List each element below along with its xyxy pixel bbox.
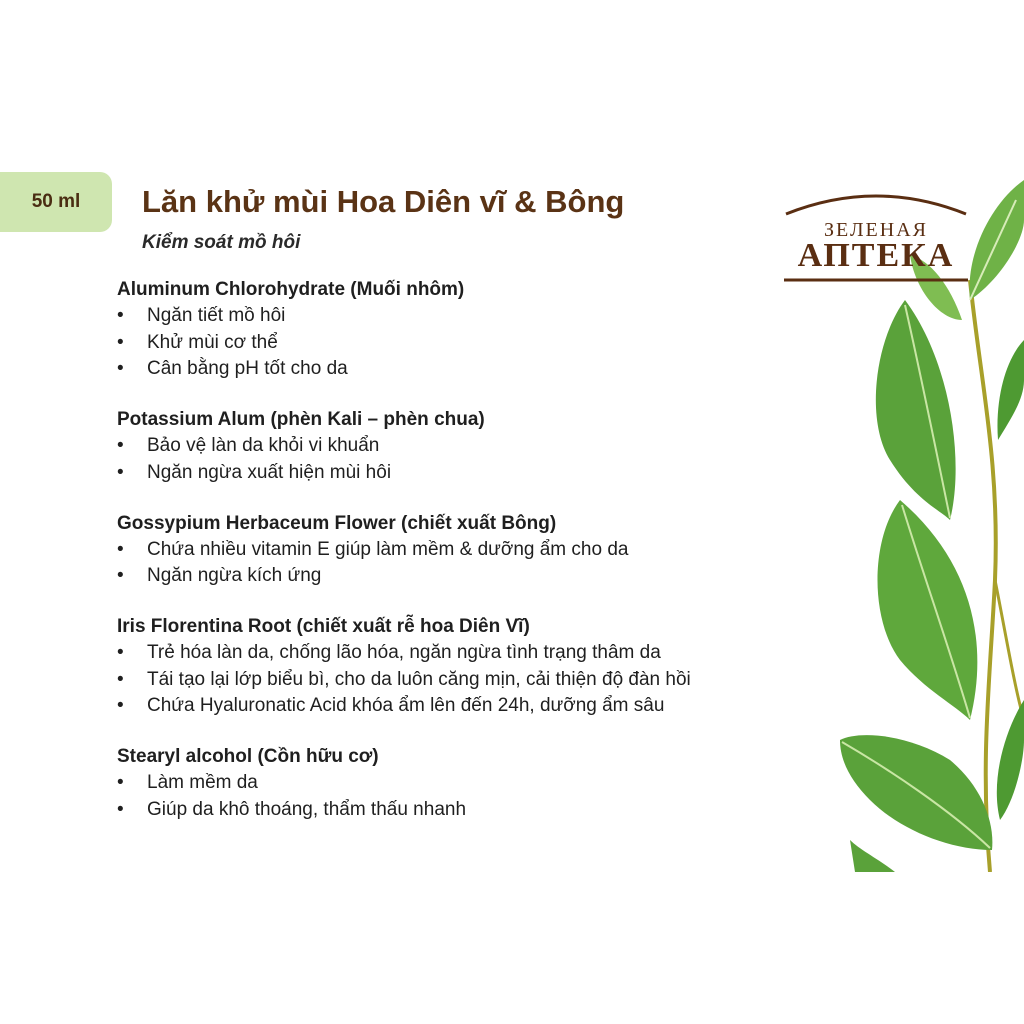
- bullet-icon: •: [117, 798, 124, 820]
- ingredient-section: [117, 613, 817, 720]
- benefit-item: [117, 797, 817, 824]
- ingredient-heading: Iris Florentina Root (chiết xuất rễ hoa Diên Vĩ): [117, 615, 530, 637]
- benefit-text: Ngăn ngừa kích ứng: [147, 565, 322, 587]
- benefit-text: Tái tạo lại lớp biểu bì, cho da luôn căng mịn, cải thiện độ đàn hồi: [147, 668, 691, 690]
- benefit-text: Ngăn tiết mồ hôi: [147, 305, 286, 326]
- bullet-icon: •: [117, 331, 124, 353]
- ingredient-heading: Aluminum Chlorohydrate (Muối nhôm): [117, 279, 465, 300]
- product-title: Lăn khử mùi Hoa Diên vĩ & Bông: [142, 184, 625, 219]
- benefit-text: Bảo vệ làn da khỏi vi khuẩn: [147, 435, 380, 457]
- benefit-item: [117, 356, 817, 383]
- benefit-text: Chứa nhiều vitamin E giúp làm mềm & dưỡng ẩm cho da: [147, 538, 629, 560]
- ingredient-section: [117, 510, 817, 590]
- logo-text-main: АПТЕКА: [797, 237, 955, 274]
- bullet-icon: •: [117, 565, 124, 587]
- bullet-icon: •: [117, 358, 124, 380]
- benefit-item: [117, 640, 817, 667]
- benefit-text: Cân bằng pH tốt cho da: [147, 358, 348, 380]
- benefit-text: Chứa Hyaluronatic Acid khóa ẩm lên đến 24h, dưỡng ẩm sâu: [147, 695, 665, 717]
- benefit-item: [117, 770, 817, 797]
- bullet-icon: •: [117, 435, 124, 457]
- benefit-text: Làm mềm da: [147, 772, 258, 794]
- benefit-item: [117, 537, 817, 564]
- ingredient-section: [117, 406, 817, 486]
- benefit-list: [117, 303, 817, 383]
- ingredient-section: [117, 276, 817, 383]
- bullet-icon: •: [117, 538, 124, 560]
- ingredient-section: [117, 743, 817, 823]
- benefit-item: [117, 667, 817, 694]
- benefit-list: [117, 433, 817, 486]
- bullet-icon: •: [117, 695, 124, 717]
- benefit-text: Khử mùi cơ thể: [147, 331, 278, 353]
- benefit-list: [117, 770, 817, 823]
- benefit-list: [117, 640, 817, 720]
- benefit-item: [117, 563, 817, 590]
- benefit-item: [117, 433, 817, 460]
- benefit-item: [117, 693, 817, 720]
- benefit-item: [117, 330, 817, 357]
- bullet-icon: •: [117, 668, 124, 690]
- ingredient-heading: Gossypium Herbaceum Flower (chiết xuất Bông): [117, 512, 557, 534]
- benefit-item: [117, 303, 817, 330]
- brand-logo: [780, 188, 972, 288]
- benefit-list: [117, 537, 817, 590]
- benefit-text: Ngăn ngừa xuất hiện mùi hôi: [147, 461, 392, 483]
- benefit-text: Trẻ hóa làn da, chống lão hóa, ngăn ngừa tình trạng thâm da: [147, 641, 661, 663]
- logo-text-top: ЗЕЛЕНАЯ: [824, 219, 928, 241]
- product-subtitle: Kiểm soát mồ hôi: [142, 232, 301, 253]
- logo-arch: [786, 196, 966, 214]
- bullet-icon: •: [117, 641, 124, 663]
- bullet-icon: •: [117, 461, 124, 483]
- benefit-text: Giúp da khô thoáng, thẩm thấu nhanh: [147, 798, 467, 820]
- ingredient-list: [117, 276, 817, 846]
- benefit-item: [117, 460, 817, 487]
- ingredient-heading: Potassium Alum (phèn Kali – phèn chua): [117, 409, 485, 431]
- bullet-icon: •: [117, 305, 124, 326]
- volume-badge: [0, 172, 112, 232]
- ingredient-heading: Stearyl alcohol (Cồn hữu cơ): [117, 746, 379, 768]
- volume-label: 50 ml: [31, 191, 81, 212]
- bullet-icon: •: [117, 772, 124, 794]
